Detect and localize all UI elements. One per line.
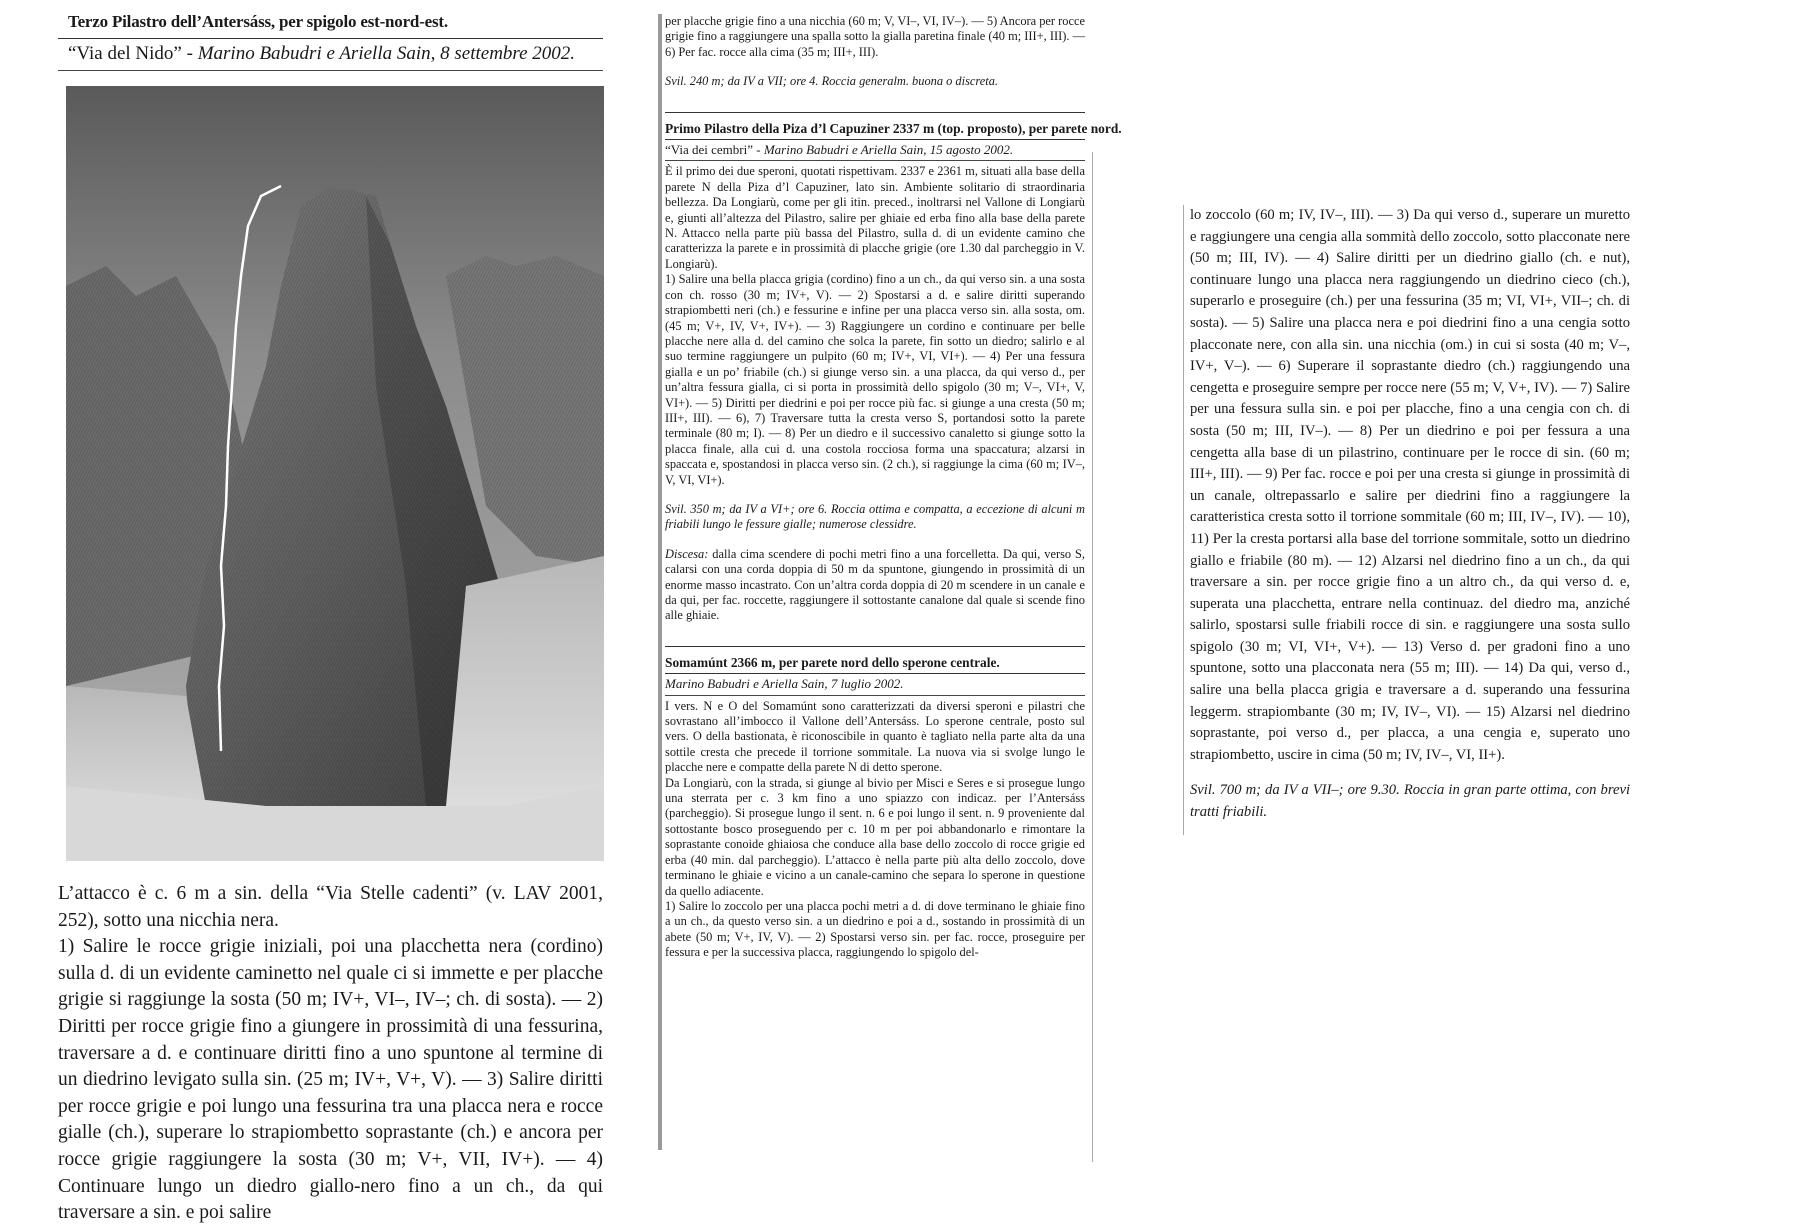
section-route-name: “Via dei cembri” - — [665, 142, 764, 158]
section-descent — [665, 547, 1085, 624]
section-title: Primo Pilastro della Piza d’l Capuziner 2337 m (top. proposto), per parete nord. — [665, 112, 1085, 140]
section-route — [665, 674, 1085, 695]
section-approach: Da Longiarù, con la strada, si giunge al bivio per Misci e Seres e si prosegue lungo una sterrata per c. 3 km fino a uno spiazzo con indicaz. per l’Antersáss (parcheggio). Si prosegue lungo il sent. n. 6 e poi lungo il sent. n. 9 proveniente dal sottostante bosco proseguendo per c. 10 m per poi abbandonarlo e rimontare la soprastante conoide ghiaiosa che conduce alla base dello zoccolo di rocce grigie ed erba (40 min. dal parcheggio). L’attacco è nella parte più alta dello zoccolo, dove terminano le ghiaie e vicino a un canale-camino che separa lo sperone in questione da quello adiacente. — [665, 775, 1085, 898]
route-summary: Svil. 700 m; da IV a VII–; ore 9.30. Roccia in gran parte ottima, con brevi tratti friabili. — [1190, 782, 1630, 821]
section-intro: È il primo dei due speroni, quotati rispettivam. 2337 e 2361 m, situati alla base della parete N della Piza d’l Capuziner, lato sin. Ambiente solitario di straordinaria bellezza. Da Longiarù, come per gli itin. preced., inoltrarsi nel Vallone di Longiarù e, giunti all’altezza del Pilastro, salire per ghiaie ed erba fino alla base della parete N. Attacco nella parte più bassa del Pilastro, sulla d. di un evidente camino che caratterizza la parete e in prossimità di placche grigie (ore 1.30 dal parcheggio in V. Longiarù). — [665, 164, 1085, 271]
column-divider — [1092, 152, 1093, 1162]
section-route — [665, 140, 1085, 161]
route-summary: Svil. 240 m; da IV a VII; ore 4. Roccia generalm. buona o discreta. — [665, 74, 998, 89]
route-subtitle — [58, 39, 603, 71]
mountain-photo-image — [66, 86, 604, 861]
route-authors: Marino Babudri e Ariella Sain, 8 settembre 2002. — [197, 43, 576, 64]
section-summary: Svil. 350 m; da IV a VI+; ore 6. Roccia ottima e compatta, a eccezione di alcuni m friabili lungo le fessure gialle; numerose clessidre. — [665, 501, 1085, 532]
column-2 — [665, 14, 1122, 961]
paragraph-attack: L’attacco è c. 6 m a sin. della “Via Stelle cadenti” (v. LAV 2001, 252), sotto una nicchia nera. — [58, 883, 603, 931]
mountain-photo — [66, 86, 604, 861]
continued-pitches: lo zoccolo (60 m; IV, IV–, III). — 3) Da qui verso d., superare un muretto e raggiungere una cengia alla sommità dello zoccolo, sotto placconate nere (50 m; III, IV). — 4) Salire diritti per un diedrino giallo (ch. e nut), continuare lungo una placca nera raggiungendo un diedrino cieco (ch.), superarlo e proseguire (ch.) per una fessurina (35 m; VI, VI+, VII–; ch. di sosta). — 5) Salire una placca nera e poi diedrini fino a una cengia sotto placconate nere, con alla sin. una nicchia (om.) in cui si sosta (40 m; V–, IV+, V–). — 6) Superare il soprastante diedro (ch.) raggiungendo una cengetta e proseguire sempre per rocce nere (55 m; V, V+, IV). — 7) Salire per una fessura sulla sin. e poi per placche, fino a una cengia con ch. di sosta (50 m; III, IV–). — 8) Per un diedrino e poi per fessura a una cengetta alla base di un pilastrino, continuare per le rocce di sin. (60 m; III+, III). — 9) Per fac. rocce e poi per una cresta si giunge in prossimità di un canale, oltrepassarlo e salire per diedrini fino a raggiungere la caratteristica cresta sotto il torrione sommitale (60 m; III, IV–, IV). — 10), 11) Per la cresta portarsi alla base del torrione sommitale, sotto un diedrino giallo e friabile (80 m). — 12) Alzarsi nel diedrino fino a un ch., da qui traversare a sin. per rocce grigie fino a un altro ch., da qui verso d. e, superata una placchetta, entrare nella continuaz. del diedro ma, anziché salirlo, spostarsi sulle friabili rocce di sin. e raggiungere una sosta sullo spigolo (30 m; VI, VI+, V+). — 13) Verso d. per gradoni fino a uno spuntone, sotto una placconata nera (55 m; III). — 14) Da qui, verso d., salire una bella placca grigia e traversare a d. superando una fessurina leggerm. strapiombante (30 m; IV, IV–, VI). — 15) Alzarsi nel diedrino soprastante, poi verso d., per placca, a una cengia e, superato uno strapiombetto, uscire in cima (50 m; IV, IV–, VI, II+). — [1190, 207, 1630, 763]
section-pitches: 1) Salire una bella placca grigia (cordino) fino a un ch., da qui verso sin. a una sosta con ch. rosso (30 m; IV+, V). — 2) Spostarsi a d. e salire diritti superando strapiombetti neri (ch.) e fessurine e infine per una placca verso sin. alla sosta, om. (45 m; V+, IV, V+, IV+). — 3) Raggiungere un cordino e continuare per belle placche nere alla d. del camino che solca la parete, fin sotto un diedro; salirlo e al suo termine raggiungere un pulpito (60 m; IV+, VI, VI+). — 4) Per una fessura gialla e un po’ friabile (ch.) si giunge verso sin. a una placca, da qui verso d., per un’altra fessura gialla, ci si porta in prossimità dello spigolo (30 m; V–, VI+, V, VI+). — 5) Diritti per diedrini e poi per rocce più fac. si giunge a una cresta (50 m; III+, III). — 6), 7) Traversare tutta la cresta verso S, portandosi sotto la parete terminale (80 m; I). — 8) Per un diedro e il successivo canaletto si giunge sotto la placca finale, alla cui d. una costola rocciosa forma una spaccatura; alzarsi in spaccata e, spostandosi in placca verso sin. (2 ch.), si raggiunge la cima (60 m; IV–, V, VI, VI+). — [665, 272, 1085, 487]
route-name: “Via del Nido” - — [68, 43, 198, 64]
section-intro: I vers. N e O del Somamúnt sono caratterizzati da diversi speroni e pilastri che sovrastano all’imbocco il Vallone dell’Antersáss. Lo sperone centrale, posto sul vers. O della bastionata, è riconoscibile in quanto è tagliato nella parte alta da una sottile cresta che precede il torrione sommitale. La nuova via si svolge lungo le placche nere e compatte della parete N di detto sperone. — [665, 698, 1085, 775]
route-title: Terzo Pilastro dell’Antersáss, per spigolo est-nord-est. — [58, 10, 603, 39]
route-description — [58, 881, 603, 1227]
column-divider — [1183, 205, 1184, 835]
descent-text: dalla cima scendere di pochi metri fino a una forcelletta. Da qui, verso S, calarsi con una corda doppia di 50 m da spuntone, giungendo in prossimità di un enorme masso incastrato. Con un’altra corda doppia di 20 m scendere in un canale e da qui, per fac. roccette, raggiungere il sottostante canalone dal quale si scende fino alle ghiaie. — [665, 546, 1085, 623]
paragraph-pitches: 1) Salire le rocce grigie iniziali, poi una placchetta nera (cordino) sulla d. di un evidente caminetto nel quale ci si immette e per placche grigie si raggiunge la sosta (50 m; IV+, VI–, IV–; ch. di sosta). — 2) Diritti per rocce grigie fino a giungere in prossimità di una fessurina, traversare a d. e continuare diritti fino a uno spuntone al termine di un diedrino levigato sulla sin. (25 m; IV+, V+, V). — 3) Salire diritti per rocce grigie e poi lungo una fessurina tra una placca nera e rocce gialle (ch.), superare lo strapiombetto soprastante (ch.) e ancora per rocce grigie raggiungere la sosta (30 m; V+, VII, IV+). — 4) Continuare lungo un diedro giallo-nero fino a un ch., da qui traversare a sin. e poi salire — [58, 936, 603, 1224]
scan-edge-bar — [658, 14, 662, 1150]
column-1 — [58, 10, 603, 1227]
section-route-authors: Marino Babudri e Ariella Sain, 7 luglio 2002. — [665, 676, 904, 692]
column-3 — [1190, 205, 1630, 824]
section-title: Somamúnt 2366 m, per parete nord dello sperone centrale. — [665, 646, 1085, 674]
section-route-authors: Marino Babudri e Ariella Sain, 15 agosto 2002. — [763, 142, 1014, 158]
continued-text: per placche grigie fino a una nicchia (60 m; V, VI–, VI, IV–). — 5) Ancora per rocce grigie fino a raggiungere una spalla sotto la gialla paretina finale (40 m; III+, III). — 6) Per fac. rocce alla cima (35 m; III+, III). — [665, 14, 1085, 59]
section-pitches: 1) Salire lo zoccolo per una placca pochi metri a d. di dove terminano le ghiaie fino a un ch., da questo verso sin. a un diedrino e poi a d., sostando in prossimità di un abete (50 m; V+, IV, V). — 2) Spostarsi verso sin. per fac. rocce, proseguire per fessura e per la successiva placca, raggiungendo lo spigolo del- — [665, 898, 1085, 960]
descent-label: Discesa: — [665, 546, 709, 561]
